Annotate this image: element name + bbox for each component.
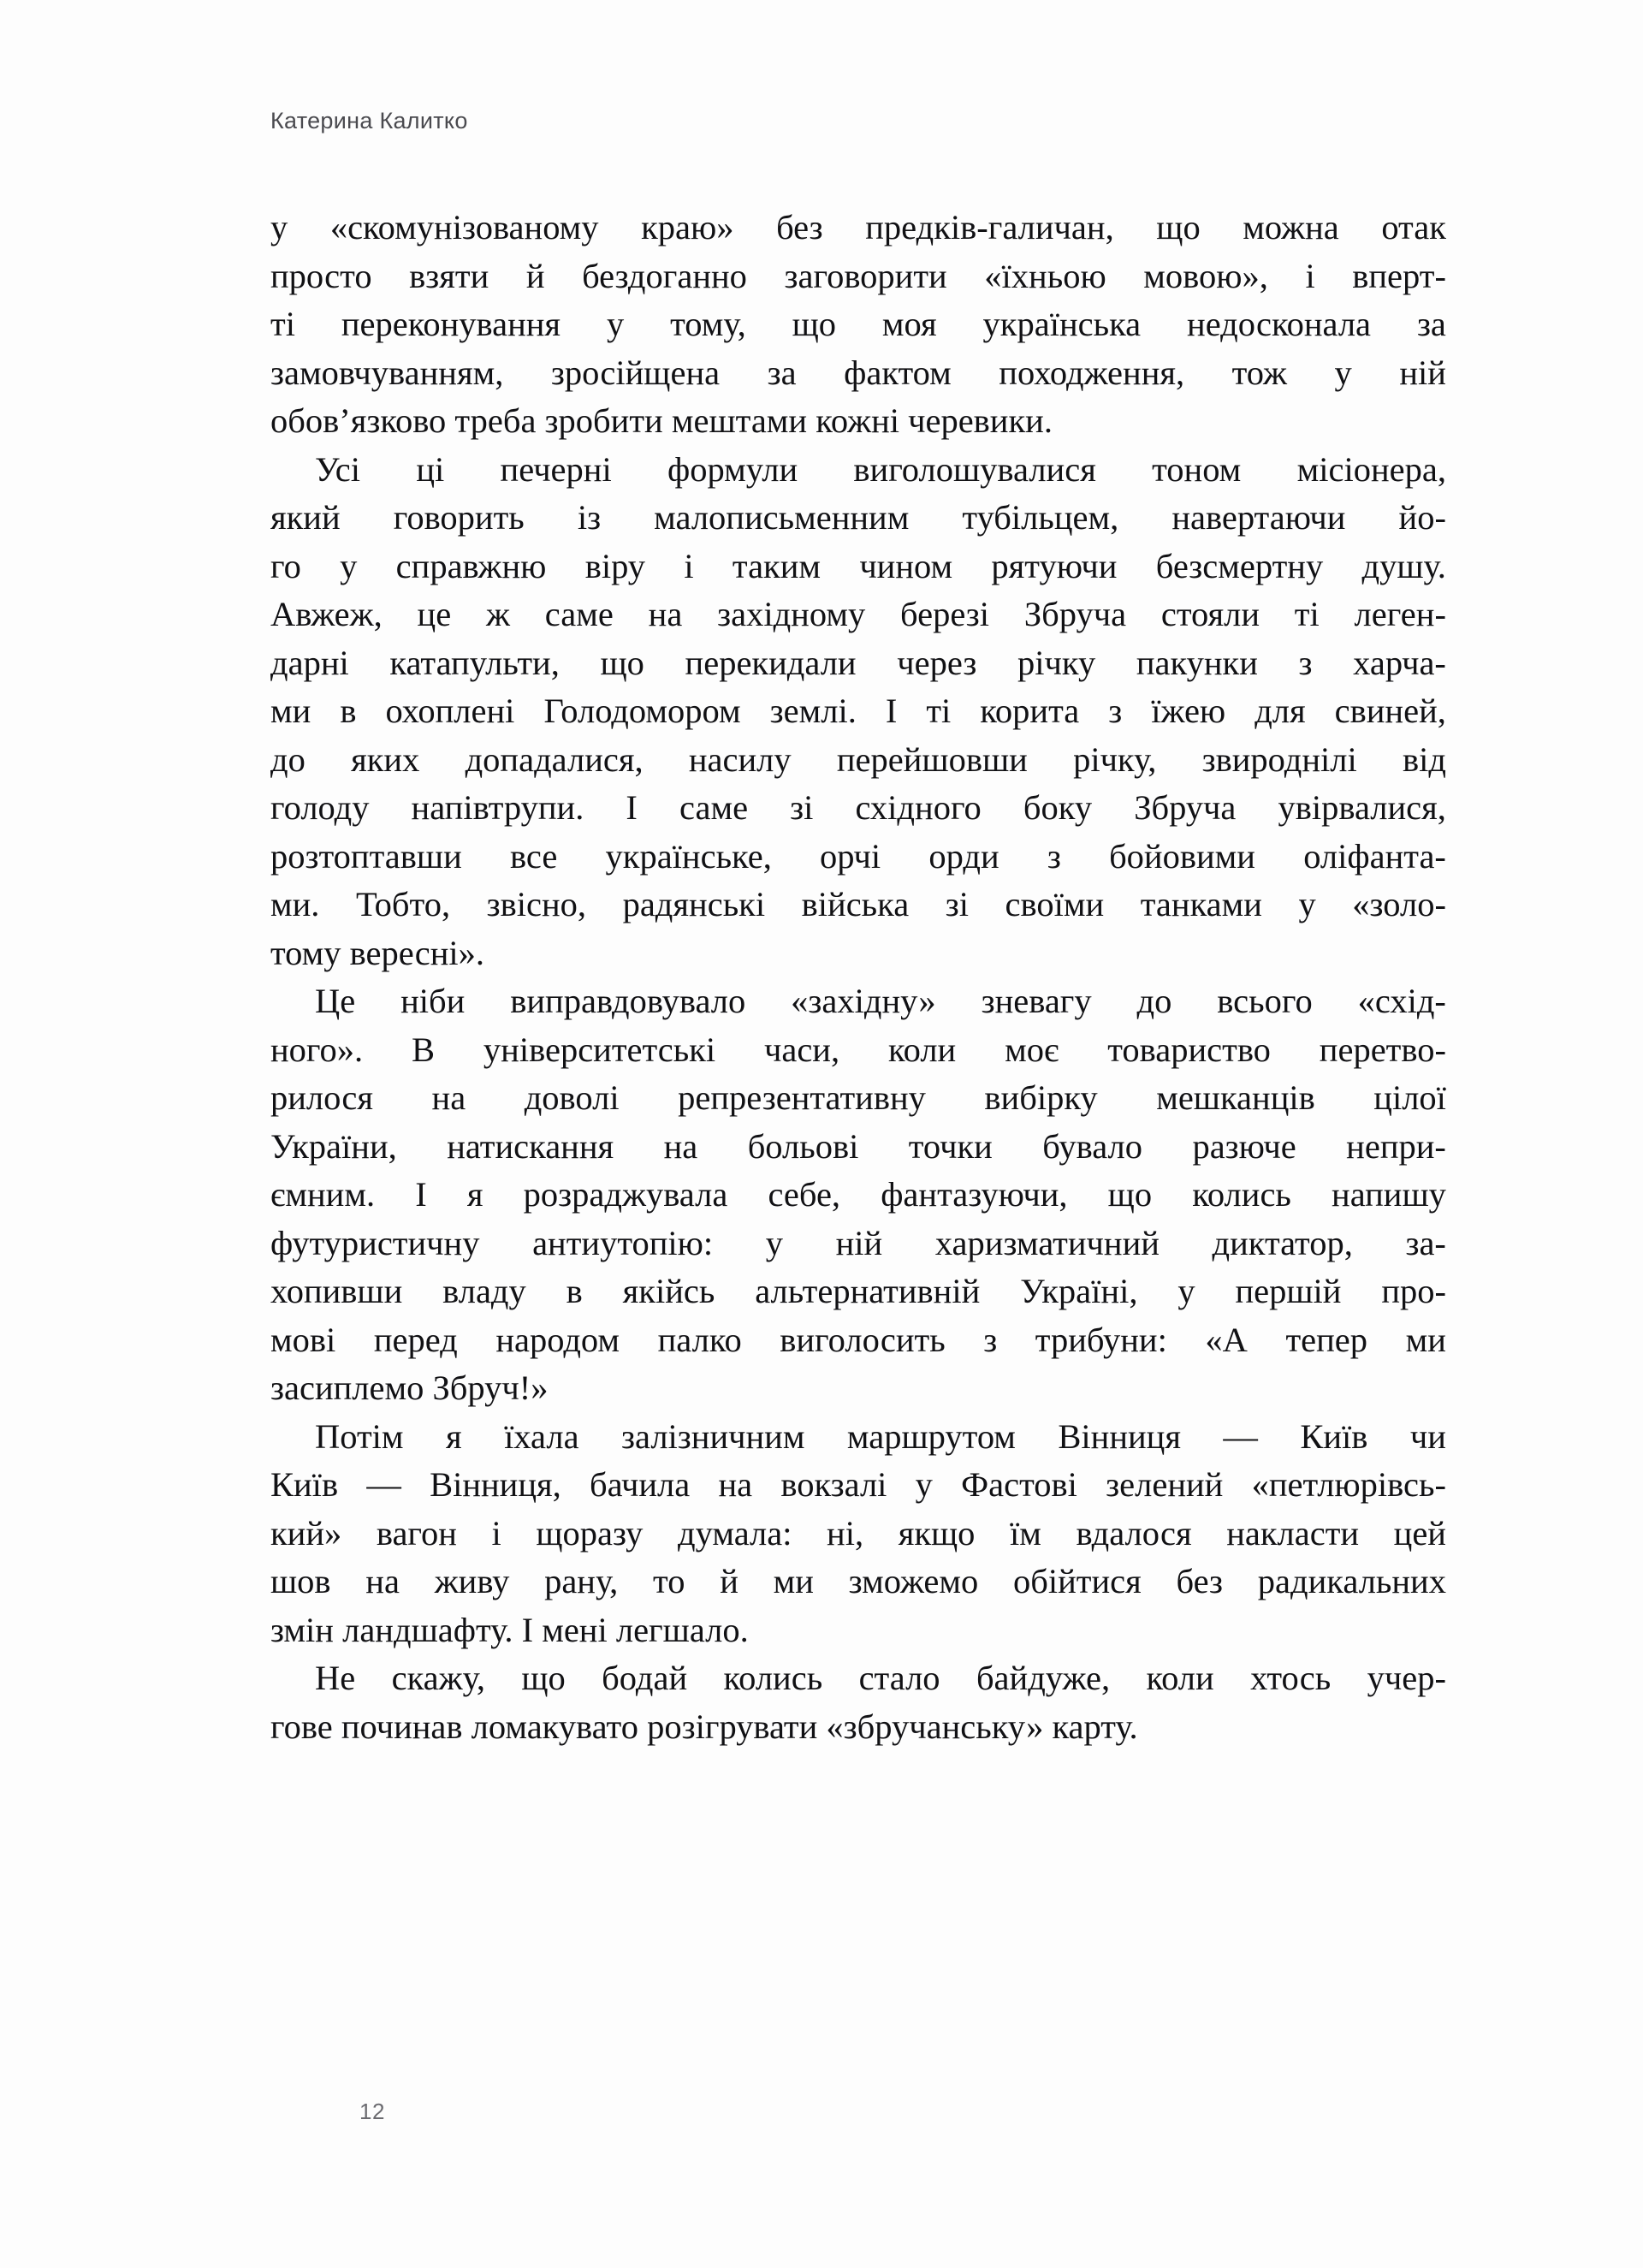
word: безсмертну bbox=[1155, 546, 1324, 585]
word: рану, bbox=[544, 1562, 619, 1600]
word: фантазуючи, bbox=[881, 1175, 1068, 1214]
word: коли bbox=[1146, 1659, 1214, 1697]
word: із bbox=[577, 498, 602, 537]
word: «А bbox=[1205, 1320, 1248, 1359]
word: я bbox=[466, 1175, 483, 1214]
word: обійтися bbox=[1013, 1562, 1142, 1600]
word: до bbox=[270, 739, 305, 779]
word: шов bbox=[270, 1562, 331, 1600]
word: річку bbox=[1017, 643, 1096, 682]
word: народом bbox=[495, 1320, 620, 1359]
text-line bbox=[270, 1461, 1446, 1510]
word: бодай bbox=[602, 1659, 688, 1697]
text-line bbox=[270, 300, 1446, 349]
word: ми bbox=[773, 1562, 814, 1600]
word: — bbox=[1223, 1416, 1258, 1456]
word: ємним. bbox=[270, 1175, 376, 1214]
word: радянські bbox=[622, 885, 766, 923]
word: мешканців bbox=[1156, 1078, 1315, 1117]
word: Це bbox=[315, 982, 356, 1020]
word: катапульти, bbox=[389, 643, 560, 682]
word: Тобто, bbox=[355, 885, 451, 923]
word: то bbox=[653, 1562, 685, 1600]
text-line bbox=[270, 494, 1446, 543]
word: в bbox=[340, 692, 357, 730]
word: для bbox=[1254, 692, 1306, 730]
word: «золо- bbox=[1352, 885, 1446, 923]
word: антиутопію: bbox=[532, 1223, 714, 1262]
word: хопивши bbox=[270, 1272, 403, 1310]
word: предків-галичан, bbox=[865, 208, 1114, 246]
word: у bbox=[765, 1223, 784, 1262]
word: ного». bbox=[270, 1030, 364, 1069]
word: в bbox=[566, 1272, 583, 1310]
word: розтоптавши bbox=[270, 836, 462, 876]
word: тож bbox=[1231, 353, 1288, 392]
word: тому, bbox=[670, 305, 746, 343]
word: за- bbox=[1405, 1223, 1446, 1262]
running-head: Катерина Калитко bbox=[270, 108, 468, 134]
word: за bbox=[767, 353, 797, 392]
word: ми bbox=[270, 692, 311, 730]
word: я bbox=[445, 1416, 462, 1456]
word: залізничним bbox=[621, 1416, 805, 1456]
word: думала: bbox=[678, 1513, 792, 1553]
word: ній bbox=[1399, 353, 1446, 392]
word: це bbox=[417, 595, 452, 633]
word: дарні bbox=[270, 643, 349, 682]
word: охоплені bbox=[385, 692, 515, 730]
word: землі. bbox=[769, 692, 857, 730]
word: про- bbox=[1381, 1272, 1446, 1310]
word: непри- bbox=[1346, 1126, 1446, 1166]
word: диктатор, bbox=[1212, 1223, 1353, 1262]
word: пакунки bbox=[1136, 643, 1258, 682]
text-line bbox=[270, 349, 1446, 398]
word: увірвалися, bbox=[1278, 788, 1446, 827]
word: й bbox=[720, 1562, 738, 1600]
word: харча- bbox=[1353, 643, 1446, 682]
word: зневагу bbox=[981, 982, 1092, 1020]
text-line bbox=[270, 1074, 1446, 1123]
word: все bbox=[509, 836, 558, 876]
word: саме bbox=[544, 595, 614, 633]
word: тоном bbox=[1152, 449, 1242, 489]
word: ж bbox=[486, 595, 510, 633]
word: у bbox=[1298, 885, 1316, 923]
word: краю» bbox=[641, 208, 734, 246]
word: виголошувалися bbox=[853, 449, 1096, 489]
word: оліфанта- bbox=[1303, 836, 1446, 876]
word: західному bbox=[717, 595, 866, 633]
word: трибуни: bbox=[1035, 1320, 1167, 1359]
word: І bbox=[626, 788, 638, 827]
word: «західну» bbox=[791, 982, 936, 1020]
word: якійсь bbox=[622, 1272, 715, 1310]
word: ній bbox=[835, 1223, 883, 1262]
word: цілої bbox=[1373, 1078, 1446, 1117]
word: першій bbox=[1235, 1272, 1342, 1310]
word: накласти bbox=[1226, 1513, 1360, 1553]
word: виправдовувало bbox=[510, 982, 746, 1020]
text-line: гове починав ломакувато розігрувати «збручанську» карту. bbox=[270, 1707, 1138, 1746]
text-line: засиплемо Збруч!» bbox=[270, 1369, 549, 1407]
word: напишу bbox=[1332, 1175, 1446, 1214]
word: Україні, bbox=[1020, 1272, 1138, 1310]
word: колись bbox=[1192, 1175, 1291, 1214]
word: перед bbox=[373, 1320, 458, 1359]
word: їжею bbox=[1151, 692, 1226, 730]
word: яких bbox=[351, 739, 420, 779]
word: походження, bbox=[999, 353, 1185, 392]
word: у bbox=[915, 1465, 933, 1504]
paragraph bbox=[270, 446, 1446, 978]
word: товариство bbox=[1107, 1030, 1271, 1069]
text-line bbox=[270, 736, 1446, 785]
word: без bbox=[776, 208, 823, 246]
word: ми bbox=[1405, 1320, 1446, 1359]
word: владу bbox=[442, 1272, 526, 1310]
word: чи bbox=[1409, 1416, 1446, 1456]
word: І bbox=[415, 1175, 427, 1214]
word: малописьменним bbox=[654, 498, 910, 537]
word: бездоганно bbox=[582, 256, 747, 295]
word: у bbox=[606, 305, 625, 343]
text-line bbox=[270, 1220, 1446, 1268]
word: саме bbox=[679, 788, 749, 827]
word: бойовими bbox=[1109, 836, 1255, 876]
word: леген- bbox=[1354, 595, 1446, 633]
text-line: змін ландшафту. І мені легшало. bbox=[270, 1610, 749, 1649]
word: «їхньою bbox=[984, 256, 1106, 295]
word: місіонера, bbox=[1296, 449, 1446, 489]
word: І bbox=[885, 692, 898, 730]
body-text bbox=[270, 204, 1446, 1751]
word: перекидали bbox=[685, 643, 857, 682]
word: коли bbox=[887, 1030, 957, 1069]
word: з bbox=[1108, 692, 1123, 730]
word: і bbox=[491, 1513, 501, 1553]
word: українське, bbox=[605, 836, 772, 876]
word: — bbox=[366, 1465, 401, 1504]
word: точки bbox=[908, 1126, 993, 1166]
word: «петлюрівсь- bbox=[1251, 1465, 1446, 1504]
word: боку bbox=[1023, 788, 1093, 827]
word: зі bbox=[790, 788, 814, 827]
word: го bbox=[270, 546, 301, 585]
word: учер- bbox=[1367, 1659, 1446, 1697]
text-line bbox=[270, 252, 1446, 301]
word: Усі bbox=[315, 449, 361, 489]
word: цей bbox=[1393, 1513, 1446, 1553]
word: Голодомором bbox=[543, 692, 741, 730]
word: моя bbox=[881, 305, 937, 343]
word: В bbox=[412, 1030, 436, 1069]
word: говорить bbox=[393, 498, 525, 537]
word: колись bbox=[723, 1659, 823, 1697]
word: фактом bbox=[844, 353, 952, 392]
text-line bbox=[270, 591, 1446, 639]
word: футуристичну bbox=[270, 1223, 480, 1262]
word: Збруча bbox=[1134, 788, 1237, 827]
word: кий» bbox=[270, 1513, 342, 1553]
word: якщо bbox=[898, 1513, 976, 1553]
word: на bbox=[663, 1126, 698, 1166]
word: всього bbox=[1217, 982, 1313, 1020]
word: березі bbox=[900, 595, 990, 633]
word: танками bbox=[1140, 885, 1262, 923]
word: таким bbox=[732, 546, 822, 585]
word: звісно, bbox=[486, 885, 587, 923]
word: «скомунізованому bbox=[329, 208, 599, 246]
word: рятуючи bbox=[991, 546, 1118, 585]
word: у bbox=[270, 208, 288, 246]
word: мовою», bbox=[1143, 256, 1268, 295]
word: мові bbox=[270, 1320, 336, 1359]
word: переконування bbox=[341, 305, 561, 343]
word: «схід- bbox=[1357, 982, 1446, 1020]
word: свиней, bbox=[1334, 692, 1446, 730]
word: стало bbox=[858, 1659, 940, 1697]
word: бувало bbox=[1042, 1126, 1142, 1166]
word: без bbox=[1176, 1562, 1224, 1600]
text-line bbox=[270, 784, 1446, 833]
page-number: 12 bbox=[359, 2099, 385, 2124]
paragraph bbox=[270, 977, 1446, 1413]
word: у bbox=[1334, 353, 1352, 392]
word: вокзалі bbox=[780, 1465, 887, 1504]
word: України, bbox=[270, 1126, 397, 1166]
word: часи, bbox=[763, 1030, 840, 1069]
word: Київ bbox=[270, 1465, 339, 1504]
word: живу bbox=[434, 1562, 510, 1600]
word: Київ bbox=[1300, 1416, 1368, 1456]
word: взяти bbox=[409, 256, 489, 295]
word: бачила bbox=[590, 1465, 691, 1504]
word: університетські bbox=[483, 1030, 716, 1069]
word: у bbox=[1177, 1272, 1195, 1310]
text-line: обов’язково треба зробити мештами кожні черевики. bbox=[270, 401, 1053, 440]
word: ні, bbox=[827, 1513, 864, 1553]
word: до bbox=[1136, 982, 1172, 1020]
word: заговорити bbox=[784, 256, 947, 295]
word: себе, bbox=[768, 1175, 841, 1214]
word: через bbox=[897, 643, 977, 682]
word: йо- bbox=[1398, 498, 1446, 537]
word: ті bbox=[1294, 595, 1320, 633]
word: альтернативній bbox=[755, 1272, 981, 1310]
word: доволі bbox=[524, 1078, 620, 1117]
word: Авжеж, bbox=[270, 595, 383, 633]
word: зі bbox=[945, 885, 969, 923]
word: ті bbox=[270, 305, 295, 343]
word: розраджувала bbox=[523, 1175, 728, 1214]
paragraph bbox=[270, 1413, 1446, 1655]
word: перетво- bbox=[1319, 1030, 1446, 1069]
text-line bbox=[270, 977, 1446, 1026]
word: просто bbox=[270, 256, 372, 295]
word: зросійщена bbox=[550, 353, 721, 392]
word: щоразу bbox=[536, 1513, 644, 1553]
text-line bbox=[270, 1026, 1446, 1075]
word: замовчуванням, bbox=[270, 353, 504, 392]
text-line bbox=[270, 204, 1446, 252]
word: і bbox=[1305, 256, 1315, 295]
word: й bbox=[525, 256, 545, 295]
word: маршрутом bbox=[846, 1416, 1016, 1456]
word: тепер bbox=[1285, 1320, 1368, 1359]
word: орчі bbox=[820, 836, 881, 876]
text-line bbox=[270, 639, 1446, 688]
word: корита bbox=[980, 692, 1080, 730]
word: формули bbox=[667, 449, 798, 489]
word: перейшовши bbox=[836, 739, 1028, 779]
paragraph bbox=[270, 1654, 1446, 1751]
word: палко bbox=[657, 1320, 742, 1359]
text-line bbox=[270, 881, 1446, 929]
word: Потім bbox=[315, 1416, 404, 1456]
word: українська bbox=[982, 305, 1142, 343]
word: вдалося bbox=[1076, 1513, 1192, 1553]
word: війська bbox=[801, 885, 910, 923]
word: недосконала bbox=[1187, 305, 1372, 343]
text-line bbox=[270, 1558, 1446, 1606]
word: що bbox=[792, 305, 837, 343]
word: радикальних bbox=[1257, 1562, 1446, 1600]
word: на bbox=[365, 1562, 400, 1600]
text-line bbox=[270, 1413, 1446, 1462]
word: справжню bbox=[395, 546, 547, 585]
word: байдуже, bbox=[976, 1659, 1111, 1697]
word: з bbox=[983, 1320, 998, 1359]
word: голоду bbox=[270, 788, 370, 827]
word: річку, bbox=[1073, 739, 1157, 779]
word: насилу bbox=[688, 739, 792, 779]
word: на bbox=[718, 1465, 753, 1504]
word: зможемо bbox=[848, 1562, 979, 1600]
word: Збруча bbox=[1023, 595, 1127, 633]
word: за bbox=[1416, 305, 1446, 343]
word: своїми bbox=[1005, 885, 1105, 923]
word: ми. bbox=[270, 885, 320, 923]
word: хтось bbox=[1250, 1659, 1332, 1697]
word: рилося bbox=[270, 1078, 373, 1117]
word: Вінниця bbox=[1058, 1416, 1181, 1456]
word: з bbox=[1047, 836, 1061, 876]
text-line: тому вересні». bbox=[270, 933, 485, 972]
text-line bbox=[270, 543, 1446, 591]
text-line bbox=[270, 1316, 1446, 1365]
word: вагон bbox=[376, 1513, 457, 1553]
word: на bbox=[648, 595, 683, 633]
word: їхала bbox=[504, 1416, 579, 1456]
word: печерні bbox=[500, 449, 612, 489]
word: їм bbox=[1010, 1513, 1041, 1553]
word: східного bbox=[855, 788, 982, 827]
paragraph bbox=[270, 204, 1446, 446]
word: виголосить bbox=[780, 1320, 946, 1359]
word: і bbox=[684, 546, 694, 585]
word: зелений bbox=[1106, 1465, 1224, 1504]
word: чином bbox=[859, 546, 953, 585]
word: отак bbox=[1381, 208, 1446, 246]
word: душу. bbox=[1361, 546, 1446, 585]
word: що bbox=[521, 1659, 566, 1697]
text-line bbox=[270, 1510, 1446, 1559]
word: ті bbox=[926, 692, 952, 730]
word: що bbox=[600, 643, 644, 682]
word: скажу, bbox=[391, 1659, 485, 1697]
text-line bbox=[270, 833, 1446, 882]
word: з bbox=[1298, 643, 1313, 682]
word: больові bbox=[747, 1126, 859, 1166]
word: напівтрупи. bbox=[411, 788, 584, 827]
word: що bbox=[1107, 1175, 1153, 1214]
text-line bbox=[270, 1268, 1446, 1316]
word: ці bbox=[416, 449, 445, 489]
text-line bbox=[270, 687, 1446, 736]
word: ніби bbox=[400, 982, 466, 1020]
word: тубільцем, bbox=[962, 498, 1119, 537]
text-line bbox=[270, 446, 1446, 495]
word: репрезентативну bbox=[678, 1078, 926, 1117]
word: натискання bbox=[447, 1126, 614, 1166]
word: від bbox=[1402, 739, 1446, 779]
word: харизматичний bbox=[934, 1223, 1160, 1262]
word: разюче bbox=[1192, 1126, 1296, 1166]
word: Не bbox=[315, 1659, 356, 1697]
word: Вінниця, bbox=[430, 1465, 561, 1504]
word: допадалися, bbox=[465, 739, 644, 779]
word: Фастові bbox=[961, 1465, 1077, 1504]
word: у bbox=[340, 546, 358, 585]
text-line bbox=[270, 1654, 1446, 1703]
word: що bbox=[1156, 208, 1201, 246]
word: який bbox=[270, 498, 341, 537]
word: орди bbox=[928, 836, 999, 876]
word: звироднілі bbox=[1201, 739, 1357, 779]
word: віру bbox=[584, 546, 646, 585]
word: можна bbox=[1243, 208, 1339, 246]
text-line bbox=[270, 1123, 1446, 1172]
word: моє bbox=[1005, 1030, 1059, 1069]
text-line bbox=[270, 1171, 1446, 1220]
word: навертаючи bbox=[1171, 498, 1346, 537]
word: на bbox=[431, 1078, 466, 1117]
word: вперт- bbox=[1352, 256, 1446, 295]
word: стояли bbox=[1160, 595, 1260, 633]
word: вибірку bbox=[984, 1078, 1098, 1117]
